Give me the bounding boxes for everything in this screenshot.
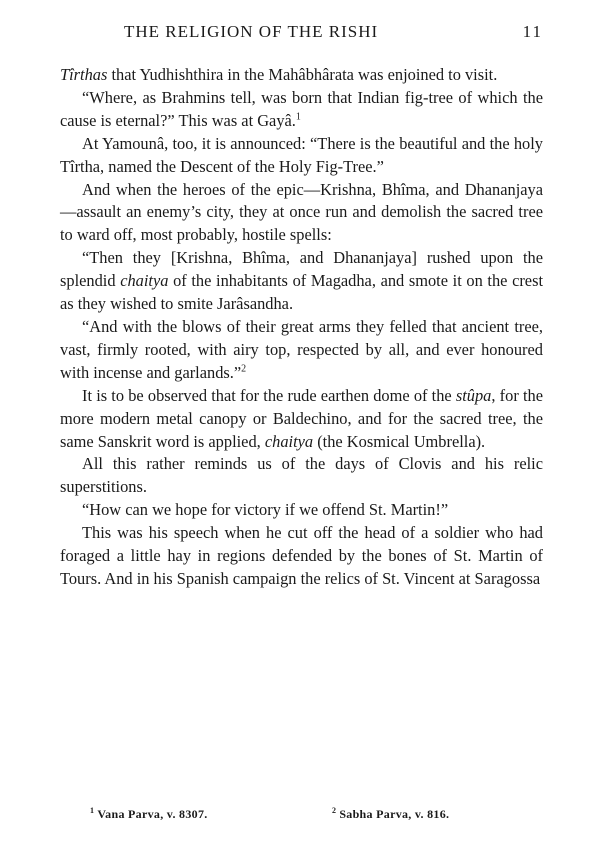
footnote-reference: 2 bbox=[241, 363, 247, 375]
body-text bbox=[60, 64, 543, 591]
text-run: Tîrthas bbox=[60, 65, 108, 84]
book-page bbox=[60, 18, 544, 821]
paragraph bbox=[60, 87, 543, 133]
text-run: “How can we hope for victory if we offend St. Martin!” bbox=[82, 500, 449, 520]
text-run: And when the heroes of the epic—Krishna, Bhîma, and Dhananjaya—assault an enemy’s city, they at once run and demolish the sacred tree to ward off, most probably, hostile spells: bbox=[60, 179, 543, 245]
running-header bbox=[60, 18, 543, 48]
footnote-text: Vana Parva, v. 8307. bbox=[97, 807, 208, 821]
footnote-2 bbox=[332, 806, 449, 822]
footnote-reference: 1 bbox=[295, 111, 301, 123]
paragraph bbox=[60, 316, 543, 385]
text-run: “Then they [Krishna, Bhîma, and Dhananjaya] rushed upon the splendid bbox=[60, 248, 543, 291]
footnote-1 bbox=[90, 806, 208, 822]
footnote-mark: 2 bbox=[332, 806, 337, 815]
text-run: of the inhabitants of Magadha, and smote it on the crest as they wished to smite Jarâsandha. bbox=[60, 271, 544, 314]
text-run: All this rather reminds us of the days of Clovis and his relic superstitions. bbox=[60, 454, 543, 497]
paragraph bbox=[60, 133, 543, 179]
text-run: “Where, as Brahmins tell, was born that Indian fig-tree of which the cause is eternal?” This was at Gayâ. bbox=[60, 87, 543, 130]
footnote-mark: 1 bbox=[90, 806, 95, 815]
running-title: THE RELIGION OF THE RISHI bbox=[124, 22, 379, 41]
text-run: At Yamounâ, too, it is announced: “There is the beautiful and the holy Tîrtha, named the Descent of the Holy Fig-Tree.” bbox=[60, 133, 543, 176]
paragraph bbox=[60, 453, 543, 499]
paragraph bbox=[60, 385, 543, 454]
footnote-text: Sabha Parva, v. 816. bbox=[339, 807, 450, 821]
paragraph bbox=[60, 179, 543, 248]
text-run: It is to be observed that for the rude earthen dome of the bbox=[82, 385, 456, 405]
paragraph bbox=[60, 64, 543, 87]
paragraph bbox=[60, 522, 543, 591]
text-run: , for the more modern metal canopy or Baldechino, and for the sacred tree, the same Sanskrit word is applied, bbox=[60, 385, 543, 451]
paragraph bbox=[60, 247, 543, 316]
text-run: This was his speech when he cut off the head of a soldier who had foraged a little hay in regions defended by the bones of St. Martin of Tours. And in his Spanish campaign the relics of St. Vincent at Saragossa bbox=[60, 523, 543, 588]
paragraph bbox=[60, 499, 543, 522]
text-run: that Yudhishthira in the Mahâbhârata was enjoined to visit. bbox=[107, 65, 498, 84]
text-run: (the Kosmical Umbrella). bbox=[313, 431, 486, 451]
text-run: chaitya bbox=[120, 271, 169, 291]
text-run: chaitya bbox=[264, 431, 314, 451]
text-run: “And with the blows of their great arms they felled that ancient tree, vast, firmly rooted, with airy top, respected by all, and ever honoured with incense and garlands.” bbox=[60, 316, 543, 382]
text-run: stûpa bbox=[455, 385, 492, 405]
page-number: 11 bbox=[522, 22, 543, 41]
